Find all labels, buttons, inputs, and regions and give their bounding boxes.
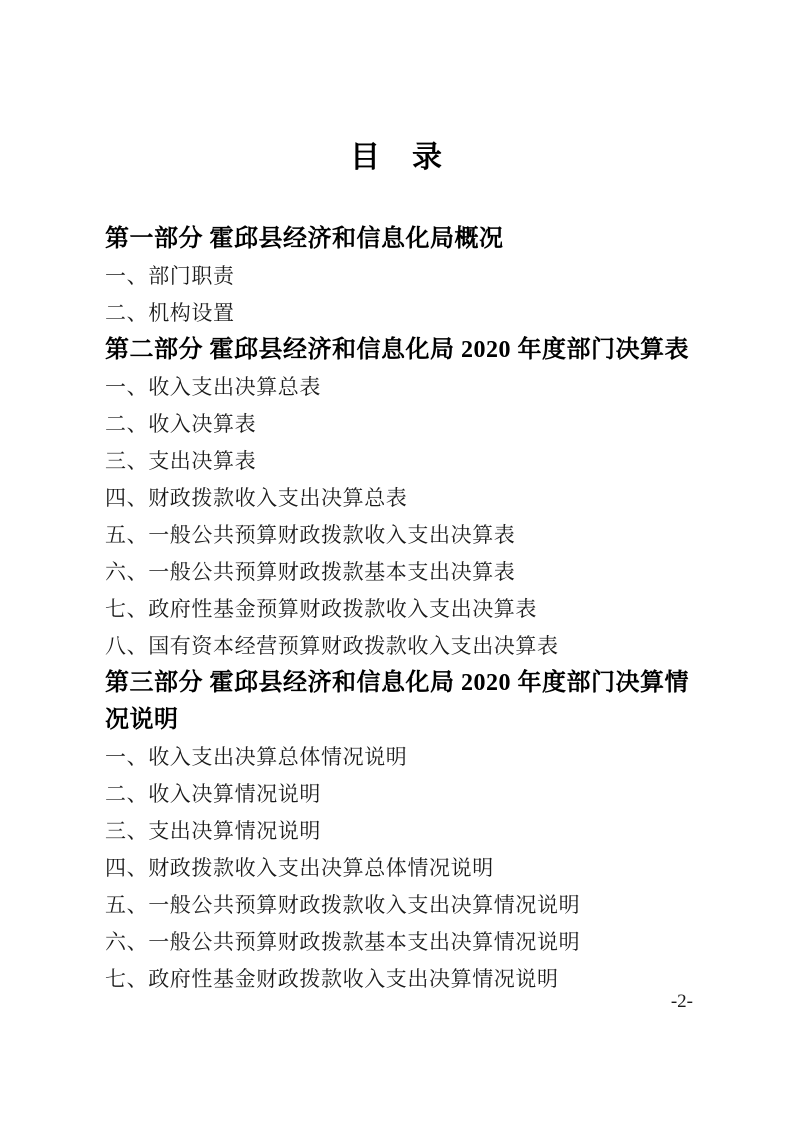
toc-item: 七、政府性基金预算财政拨款收入支出决算表 [105,597,537,621]
section-3-heading: 第三部分 霍邱县经济和信息化局 2020 年度部门决算情况说明 [105,670,689,733]
toc-item: 三、支出决算表 [105,449,257,473]
toc-item: 一、收入支出决算总表 [105,375,321,399]
toc-item: 三、支出决算情况说明 [105,819,321,843]
toc-item: 五、一般公共预算财政拨款收入支出决算情况说明 [105,893,581,917]
table-of-contents [105,221,691,998]
page-title: 目 录 [350,141,443,174]
toc-item: 五、一般公共预算财政拨款收入支出决算表 [105,523,516,547]
toc-item: 七、政府性基金财政拨款收入支出决算情况说明 [105,967,559,991]
toc-item: 四、财政拨款收入支出决算总体情况说明 [105,856,494,880]
section-2-heading: 第二部分 霍邱县经济和信息化局 2020 年度部门决算表 [105,337,689,363]
toc-item: 一、部门职责 [105,264,235,288]
toc-item: 一、收入支出决算总体情况说明 [105,745,408,769]
section-1-heading: 第一部分 霍邱县经济和信息化局概况 [105,226,504,252]
page-number: -2- [670,991,693,1012]
toc-item: 二、收入决算表 [105,412,257,436]
toc-item: 六、一般公共预算财政拨款基本支出决算表 [105,560,516,584]
toc-item: 六、一般公共预算财政拨款基本支出决算情况说明 [105,930,581,954]
toc-item: 八、国有资本经营预算财政拨款收入支出决算表 [105,634,559,658]
toc-item: 二、机构设置 [105,301,235,325]
toc-item: 四、财政拨款收入支出决算总表 [105,486,408,510]
toc-item: 二、收入决算情况说明 [105,782,321,806]
